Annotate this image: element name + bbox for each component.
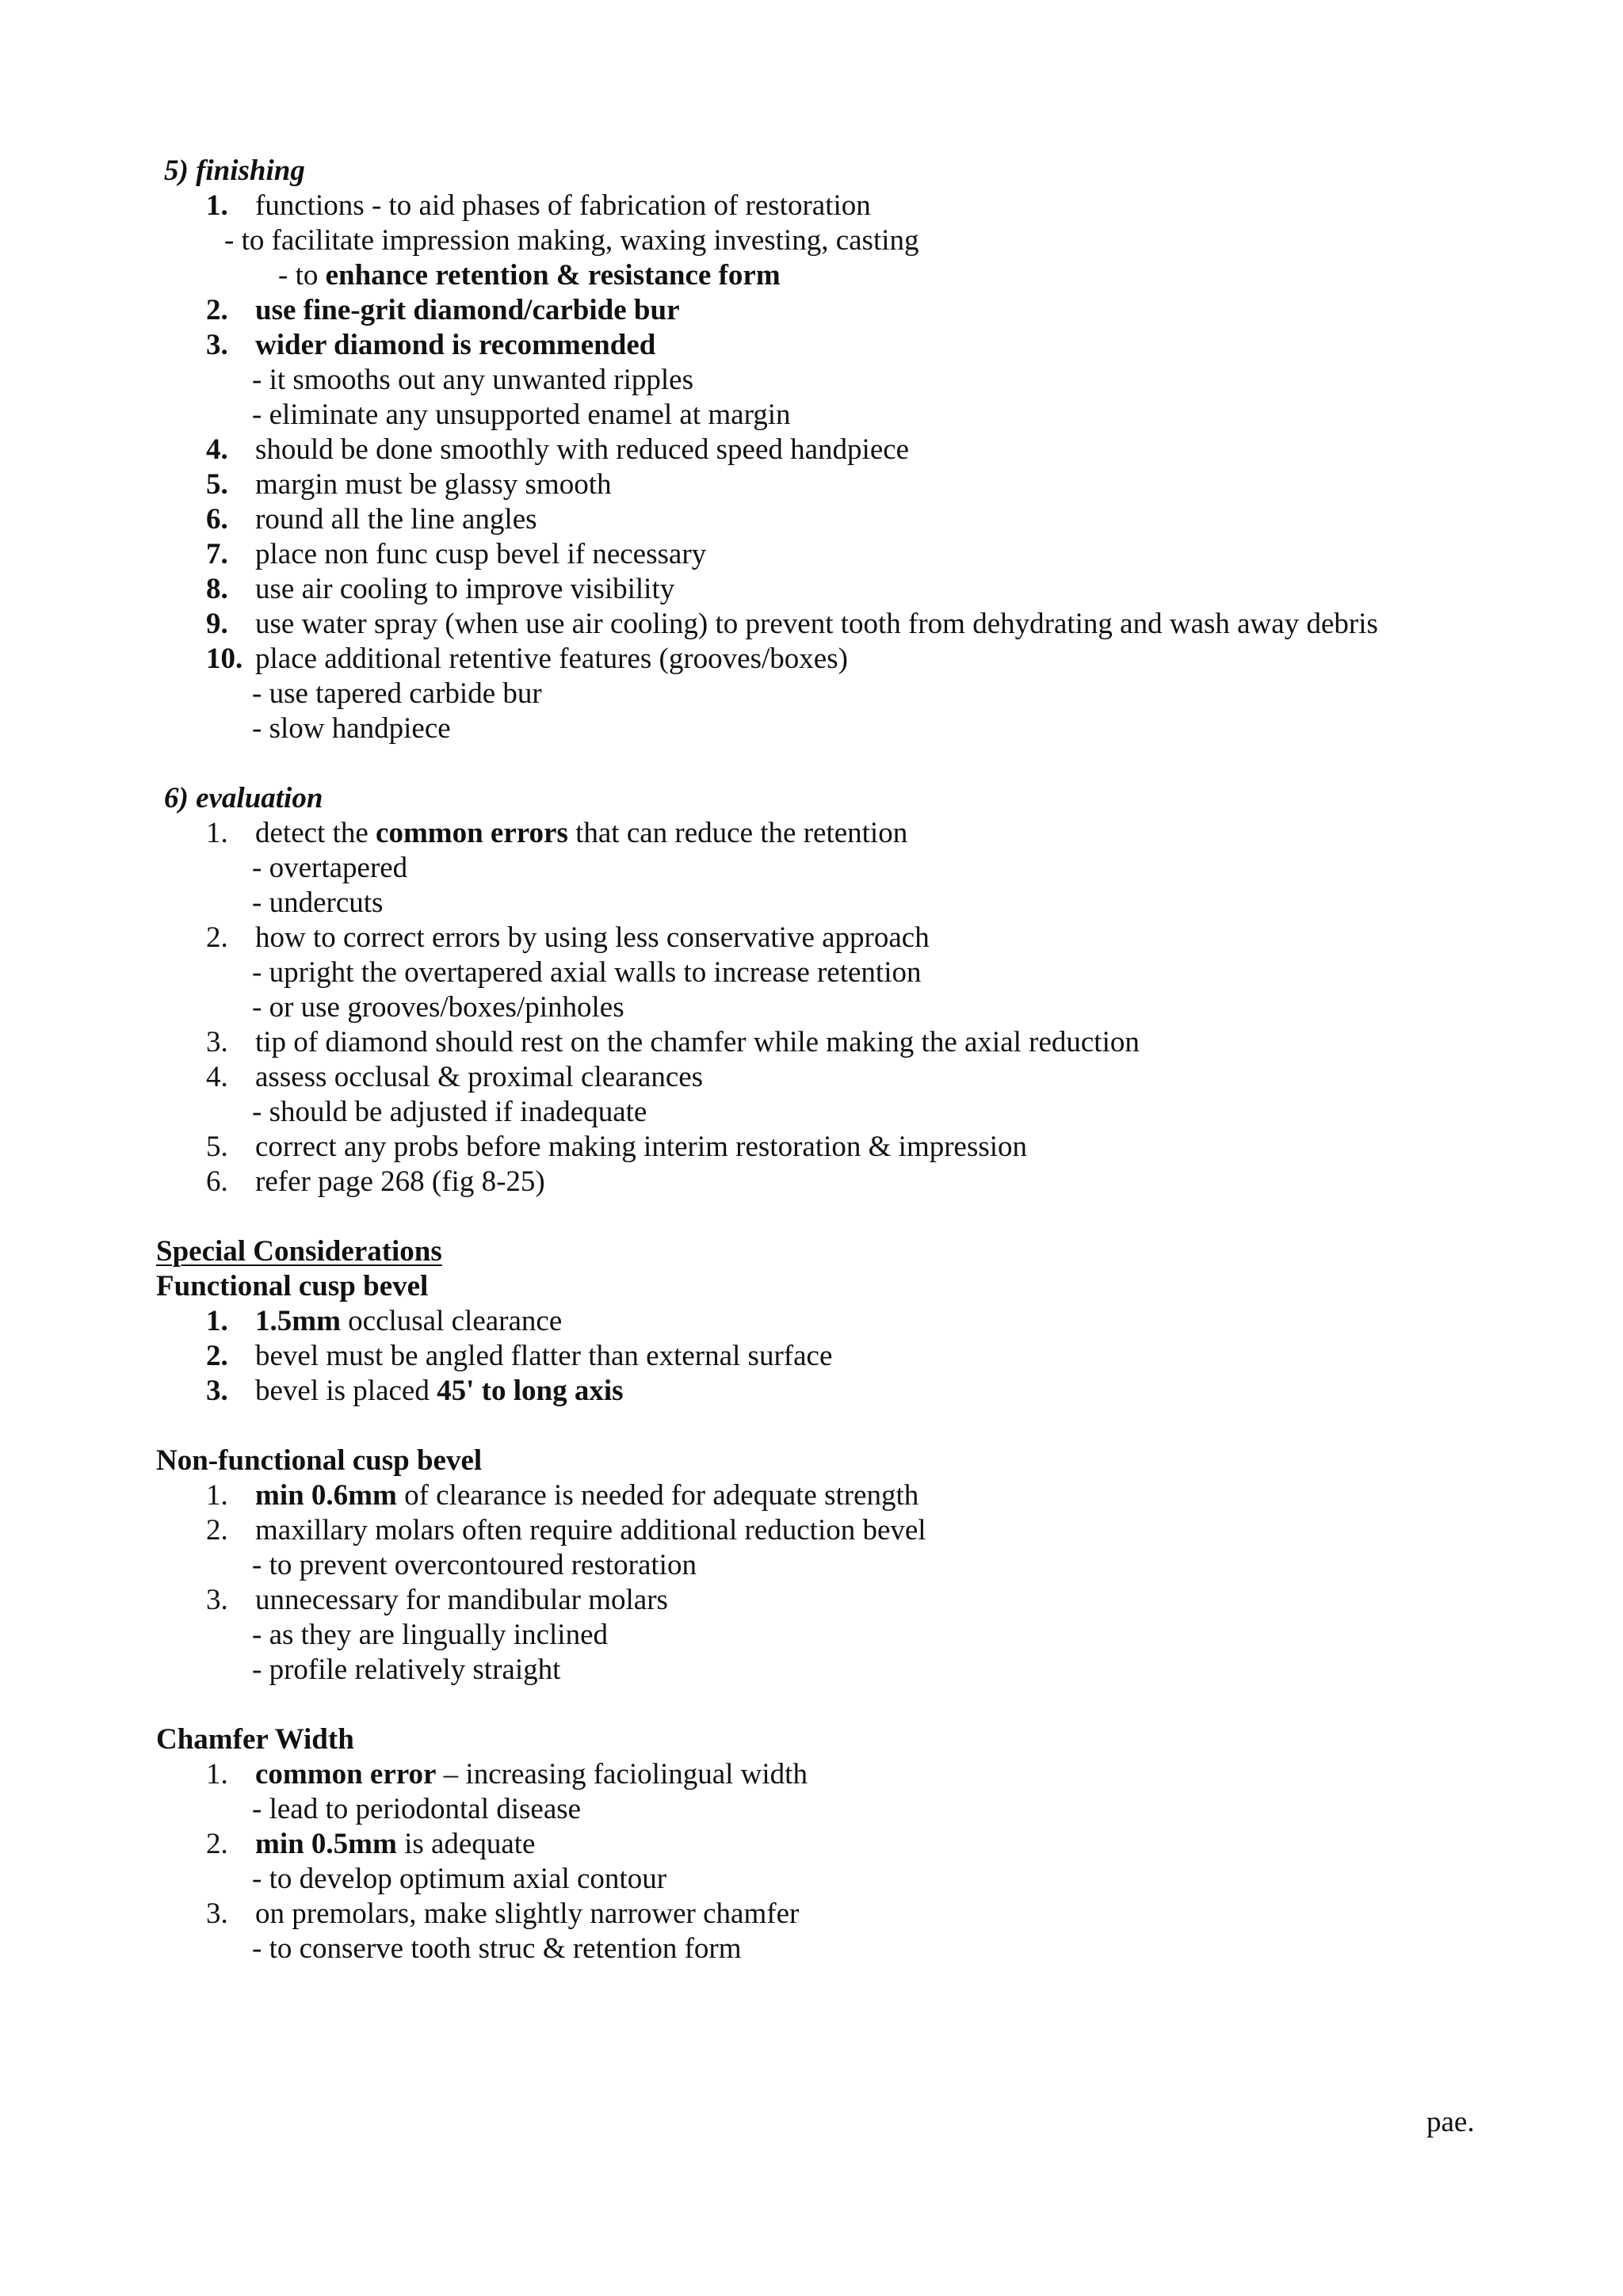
finishing-item-1-number: 1. — [206, 189, 228, 222]
chamfer-item-3-number: 3. — [206, 1897, 228, 1930]
chamfer-subitem-axial-contour: - to develop optimum axial contour — [252, 1863, 667, 1895]
evaluation-item-1-text: detect the common errors that can reduce the retention — [255, 817, 908, 849]
finishing-item-3-number: 3. — [206, 329, 228, 361]
functional-item-2-text: bevel must be angled flatter than external surface — [255, 1340, 833, 1372]
functional-cusp-bevel-title: Functional cusp bevel — [156, 1270, 429, 1302]
evaluation-item-3-number: 3. — [206, 1026, 228, 1058]
evaluation-item-1-number: 1. — [206, 817, 228, 849]
functional-item-3-number: 3. — [206, 1375, 228, 1407]
finishing-item-6-number: 6. — [206, 503, 228, 536]
finishing-item-8-number: 8. — [206, 573, 228, 605]
finishing-heading: 5) finishing — [164, 154, 305, 187]
evaluation-subitem-overtapered: - overtapered — [252, 852, 408, 884]
finishing-item-4-text: should be done smoothly with reduced speed handpiece — [255, 433, 910, 466]
functional-item-3-text: bevel is placed 45' to long axis — [255, 1375, 624, 1407]
chamfer-item-1-number: 1. — [206, 1758, 228, 1791]
finishing-subitem-retention: - to enhance retention & resistance form — [278, 259, 781, 292]
finishing-subitem-impression: - to facilitate impression making, waxing investing, casting — [224, 224, 919, 257]
chamfer-item-3-text: on premolars, make slightly narrower chamfer — [255, 1897, 800, 1930]
chamfer-item-2-number: 2. — [206, 1828, 228, 1860]
evaluation-item-3-text: tip of diamond should rest on the chamfer while making the axial reduction — [255, 1026, 1140, 1058]
nonfunctional-subitem-overcontoured: - to prevent overcontoured restoration — [252, 1549, 697, 1581]
chamfer-item-2-text: min 0.5mm is adequate — [255, 1828, 536, 1860]
evaluation-subitem-adjusted: - should be adjusted if inadequate — [252, 1096, 647, 1128]
nonfunctional-item-3-number: 3. — [206, 1584, 228, 1616]
nonfunctional-item-1-number: 1. — [206, 1479, 228, 1512]
nonfunctional-item-2-number: 2. — [206, 1514, 228, 1547]
finishing-item-1-text: functions - to aid phases of fabrication of restoration — [255, 189, 871, 222]
finishing-item-7-number: 7. — [206, 538, 228, 570]
finishing-item-2-text: use fine-grit diamond/carbide bur — [255, 294, 680, 326]
chamfer-subitem-periodontal: - lead to periodontal disease — [252, 1793, 582, 1825]
evaluation-item-6-text: refer page 268 (fig 8-25) — [255, 1165, 545, 1198]
chamfer-item-1-text: common error – increasing faciolingual width — [255, 1758, 808, 1791]
evaluation-item-5-number: 5. — [206, 1131, 228, 1163]
finishing-subitem-slow-handpiece: - slow handpiece — [252, 712, 451, 745]
finishing-item-8-text: use air cooling to improve visibility — [255, 573, 675, 605]
finishing-item-5-number: 5. — [206, 468, 228, 501]
finishing-item-9-number: 9. — [206, 608, 228, 640]
functional-item-1-text: 1.5mm occlusal clearance — [255, 1305, 563, 1337]
finishing-item-10-text: place additional retentive features (grooves/boxes) — [255, 643, 848, 675]
evaluation-item-5-text: correct any probs before making interim restoration & impression — [255, 1131, 1028, 1163]
evaluation-item-2-number: 2. — [206, 921, 228, 954]
finishing-item-10-number: 10. — [206, 643, 243, 675]
chamfer-subitem-conserve: - to conserve tooth struc & retention form — [252, 1932, 742, 1965]
finishing-subitem-tapered-bur: - use tapered carbide bur — [252, 677, 542, 710]
nonfunctional-subitem-lingually: - as they are lingually inclined — [252, 1619, 608, 1651]
evaluation-item-4-number: 4. — [206, 1061, 228, 1093]
finishing-subitem-enamel: - eliminate any unsupported enamel at margin — [252, 399, 791, 431]
evaluation-heading: 6) evaluation — [164, 782, 323, 814]
evaluation-subitem-upright: - upright the overtapered axial walls to increase retention — [252, 956, 922, 989]
nonfunctional-item-3-text: unnecessary for mandibular molars — [255, 1584, 668, 1616]
special-considerations-heading: Special Considerations — [156, 1235, 442, 1268]
evaluation-subitem-undercuts: - undercuts — [252, 887, 384, 919]
nonfunctional-cusp-bevel-title: Non-functional cusp bevel — [156, 1444, 483, 1477]
evaluation-item-4-text: assess occlusal & proximal clearances — [255, 1061, 704, 1093]
finishing-item-3-text: wider diamond is recommended — [255, 329, 656, 361]
nonfunctional-item-2-text: maxillary molars often require additional reduction bevel — [255, 1514, 926, 1547]
finishing-item-7-text: place non func cusp bevel if necessary — [255, 538, 707, 570]
finishing-item-2-number: 2. — [206, 294, 228, 326]
chamfer-width-title: Chamfer Width — [156, 1723, 354, 1756]
evaluation-item-6-number: 6. — [206, 1165, 228, 1198]
nonfunctional-item-1-text: min 0.6mm of clearance is needed for adequate strength — [255, 1479, 919, 1512]
finishing-item-5-text: margin must be glassy smooth — [255, 468, 612, 501]
finishing-subitem-ripples: - it smooths out any unwanted ripples — [252, 364, 693, 396]
evaluation-item-2-text: how to correct errors by using less conservative approach — [255, 921, 930, 954]
nonfunctional-subitem-profile: - profile relatively straight — [252, 1653, 561, 1686]
finishing-item-6-text: round all the line angles — [255, 503, 537, 536]
functional-item-1-number: 1. — [206, 1305, 228, 1337]
functional-item-2-number: 2. — [206, 1340, 228, 1372]
page-footer-initials: pae. — [1426, 2106, 1475, 2138]
evaluation-subitem-grooves: - or use grooves/boxes/pinholes — [252, 991, 624, 1024]
finishing-item-4-number: 4. — [206, 433, 228, 466]
finishing-item-9-text: use water spray (when use air cooling) to prevent tooth from dehydrating and wash away debris — [255, 608, 1378, 640]
